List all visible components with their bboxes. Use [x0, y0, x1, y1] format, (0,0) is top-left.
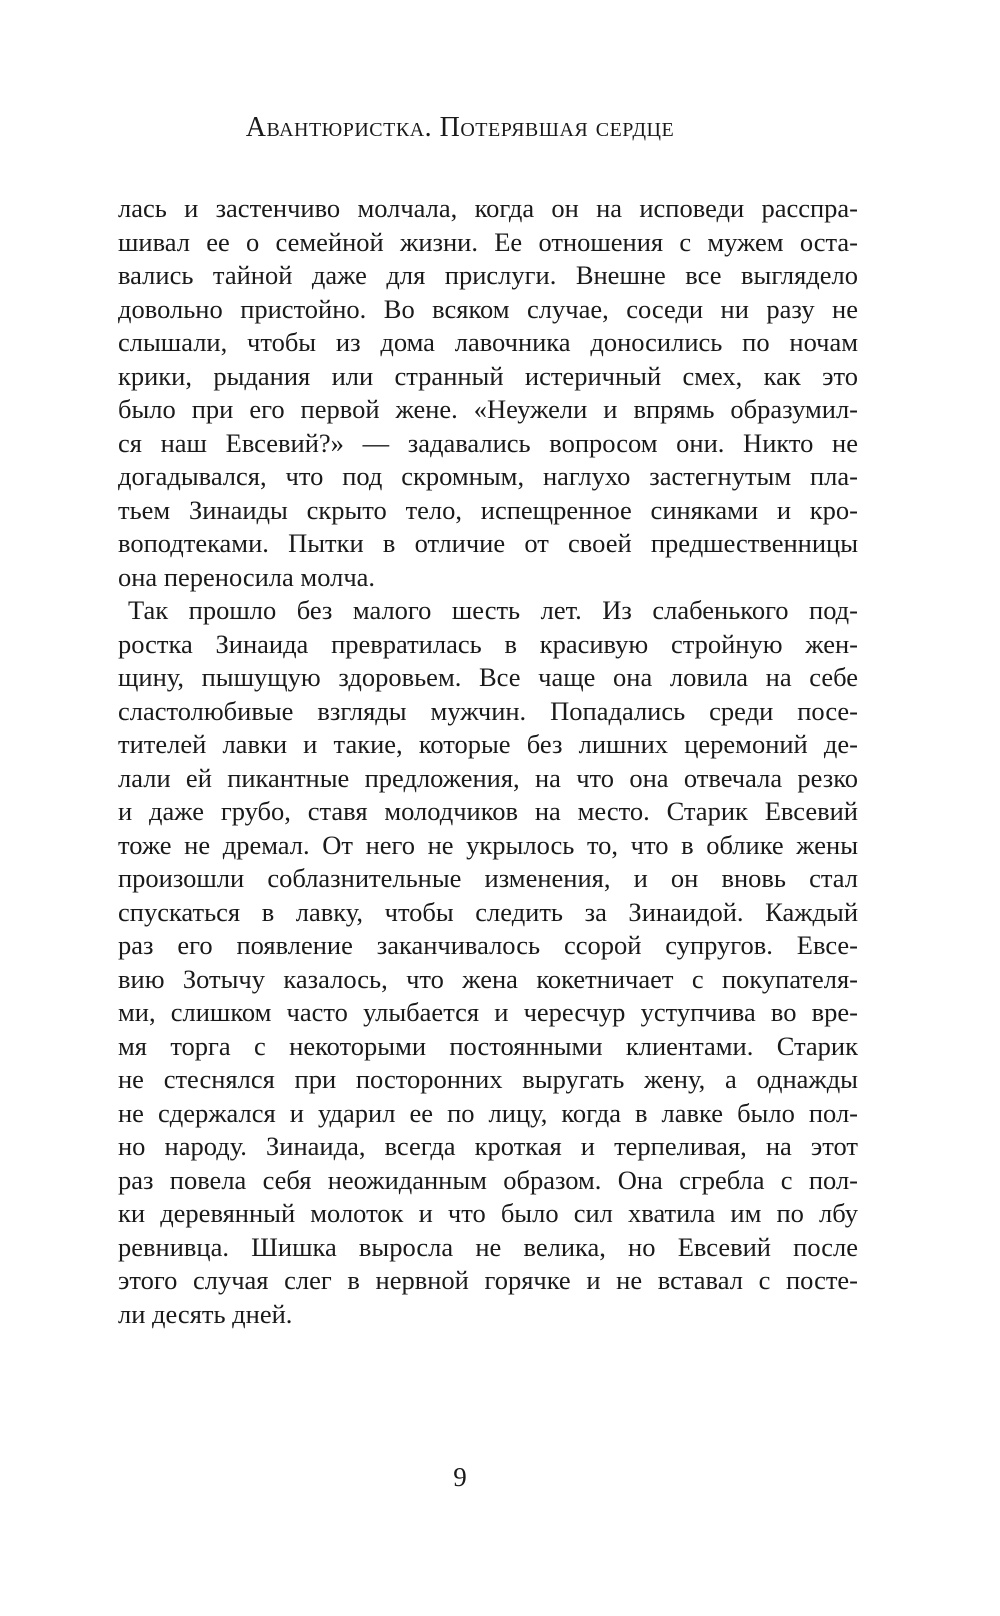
text-line: ся наш Евсевий?» — задавались вопросом они. Никто не	[118, 427, 858, 458]
text-line: мя торга с некоторыми постоянными клиентами. Старик	[118, 1030, 858, 1061]
text-line: Так прошло без малого шесть лет. Из слабенького под-	[128, 595, 858, 625]
text-line: тьем Зинаиды скрыто тело, испещренное синяками и кро-	[118, 494, 858, 525]
text-line: ростка Зинаида превратилась в красивую стройную жен-	[118, 628, 858, 659]
text-line: вию Зотычу казалось, что жена кокетничает с покупателя-	[118, 963, 858, 994]
text-line: ревнивца. Шишка выросла не велика, но Евсевий после	[118, 1231, 858, 1262]
text-line: и даже грубо, ставя молодчиков на место. Старик Евсевий	[118, 796, 858, 826]
page-number: 9	[453, 1462, 467, 1492]
text-line: но народу. Зинаида, всегда кроткая и терпеливая, на этот	[118, 1131, 858, 1161]
text-line: раз повела себя неожиданным образом. Она сгребла с пол-	[118, 1164, 858, 1195]
text-line: не сдержался и ударил ее по лицу, когда в лавке было пол-	[118, 1097, 858, 1128]
paragraph	[118, 594, 858, 1331]
text-line: шивал ее о семейной жизни. Ее отношения с мужем оста-	[118, 226, 858, 257]
paragraph	[118, 192, 858, 594]
text-line: тителей лавки и такие, которые без лишних церемоний де-	[118, 729, 858, 759]
text-line: она переносила молча.	[118, 561, 376, 592]
text-line: сластолюбивые взгляды мужчин. Попадались среди посе-	[118, 695, 858, 726]
text-line: ли десять дней.	[118, 1298, 293, 1329]
text-line: слышали, чтобы из дома лавочника доносились по ночам	[118, 327, 858, 357]
text-line: ми, слишком часто улыбается и чересчур уступчива во вре-	[118, 997, 858, 1027]
text-line: довольно пристойно. Во всяком случае, соседи ни разу не	[118, 293, 858, 324]
text-line: вались тайной даже для прислуги. Внешне все выглядело	[118, 260, 858, 290]
text-line: ки деревянный молоток и что было сил хватила им по лбу	[118, 1198, 858, 1228]
running-header: Авантюристка. Потерявшая сердце	[245, 112, 675, 143]
text-line: было при его первой жене. «Неужели и впрямь образумил-	[118, 394, 858, 424]
body-text	[118, 192, 858, 1331]
text-line: спускаться в лавку, чтобы следить за Зинаидой. Каждый	[118, 896, 858, 927]
text-line: произошли соблазнительные изменения, и он вновь стал	[118, 863, 858, 893]
text-line: раз его появление заканчивалось ссорой супругов. Евсе-	[118, 930, 858, 960]
text-line: крики, рыдания или странный истеричный смех, как это	[118, 360, 858, 391]
text-line: щину, пышущую здоровьем. Все чаще она ловила на себе	[118, 662, 858, 692]
text-line: лась и застенчиво молчала, когда он на исповеди расспра-	[118, 193, 858, 223]
text-line: этого случая слег в нервной горячке и не вставал с посте-	[118, 1265, 858, 1295]
text-line: не стеснялся при посторонних выругать жену, а однажды	[118, 1064, 858, 1094]
text-line: лали ей пикантные предложения, на что она отвечала резко	[118, 762, 858, 793]
text-line: воподтеками. Пытки в отличие от своей предшественницы	[118, 528, 858, 558]
text-line: догадывался, что под скромным, наглухо застегнутым пла-	[118, 461, 858, 491]
text-line: тоже не дремал. От него не укрылось то, что в облике жены	[118, 829, 858, 860]
